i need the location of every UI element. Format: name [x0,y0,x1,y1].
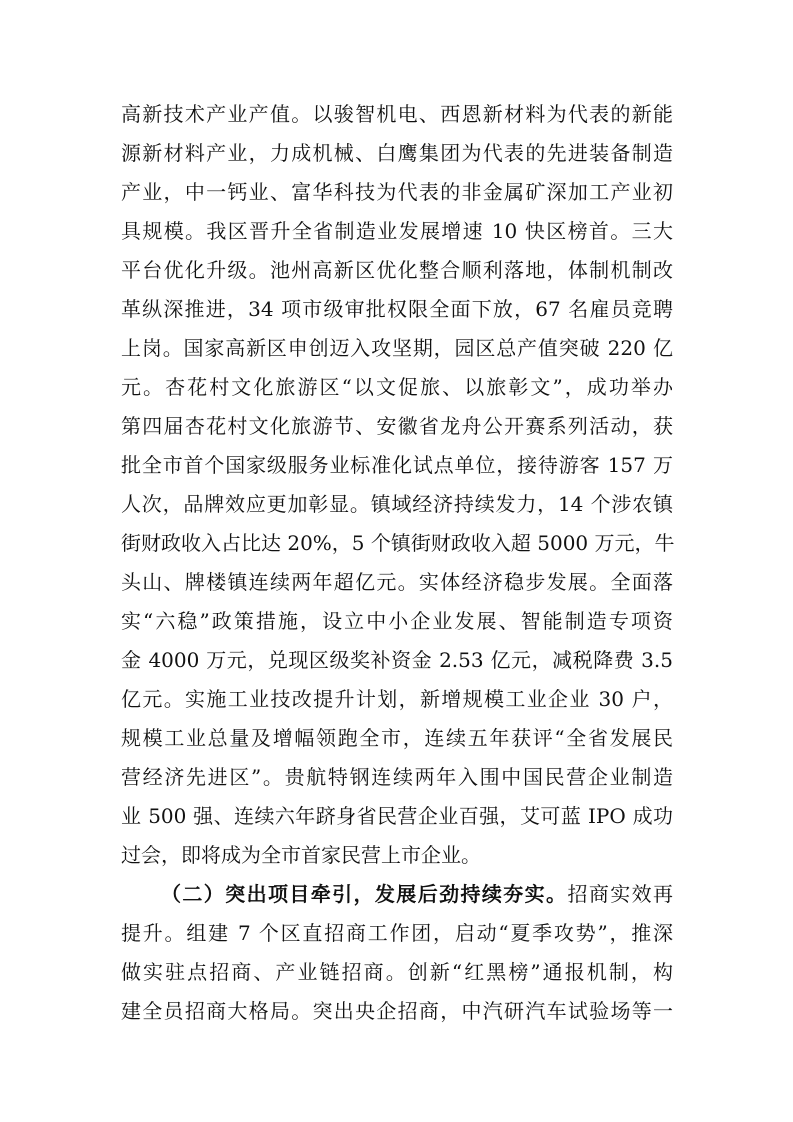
text-line: 第四届杏花村文化旅游节、安徽省龙舟公开赛系列活动，获 [121,414,673,438]
section-heading: （二）突出项目牵引，发展后劲持续夯实。 [161,882,568,906]
text-line: 建全员招商大格局。突出央企招商，中汽研汽车试验场等一 [121,999,673,1023]
text-line: 平台优化升级。池州高新区优化整合顺利落地，体制机制改 [121,258,673,282]
text-line: 具规模。我区晋升全省制造业发展增速 10 快区榜首。三大 [121,219,673,243]
text-line: 批全市首个国家级服务业标准化试点单位，接待游客 157 万 [121,453,673,477]
text-line: 做实驻点招商、产业链招商。创新“红黑榜”通报机制，构 [121,960,673,984]
text-run: 招商实效再 [567,882,674,906]
text-line: 业 500 强、连续六年跻身省民营企业百强，艾可蓝 IPO 成功 [121,804,673,828]
text-line: 源新材料产业，力成机械、白鹰集团为代表的先进装备制造 [121,141,673,165]
text-line: 上岗。国家高新区申创迈入攻坚期，园区总产值突破 220 亿 [121,336,673,360]
text-line: 人次，品牌效应更加彰显。镇域经济持续发力，14 个涉农镇 [121,492,673,516]
text-line: 亿元。实施工业技改提升计划，新增规模工业企业 30 户， [121,687,673,711]
text-line: 金 4000 万元，兑现区级奖补资金 2.53 亿元，减税降费 3.5 [121,648,673,672]
text-line: 产业，中一钙业、富华科技为代表的非金属矿深加工产业初 [121,180,673,204]
text-line: 营经济先进区”。贵航特钢连续两年入围中国民营企业制造 [121,765,673,789]
text-line: 街财政收入占比达 20%，5 个镇街财政收入超 5000 万元，牛 [121,531,675,555]
text-line: 提升。组建 7 个区直招商工作团，启动“夏季攻势”，推深 [121,921,673,945]
text-line: 元。杏花村文化旅游区“以文促旅、以旅彰文”，成功举办 [121,375,673,399]
text-line: 头山、牌楼镇连续两年超亿元。实体经济稳步发展。全面落 [121,570,673,594]
section-heading-line [121,875,673,914]
text-line: 实“六稳”政策措施，设立中小企业发展、智能制造专项资 [121,609,673,633]
text-line: 高新技术产业产值。以骏智机电、西恩新材料为代表的新能 [121,102,673,126]
text-line: 过会，即将成为全市首家民营上市企业。 [121,843,481,867]
paragraph-projects [121,875,673,1031]
text-line: 规模工业总量及增幅领跑全市，连续五年获评“全省发展民 [121,726,673,750]
text-line: 革纵深推进，34 项市级审批权限全面下放，67 名雇员竞聘 [121,297,673,321]
document-body [121,95,673,1031]
paragraph-economy [121,95,673,875]
